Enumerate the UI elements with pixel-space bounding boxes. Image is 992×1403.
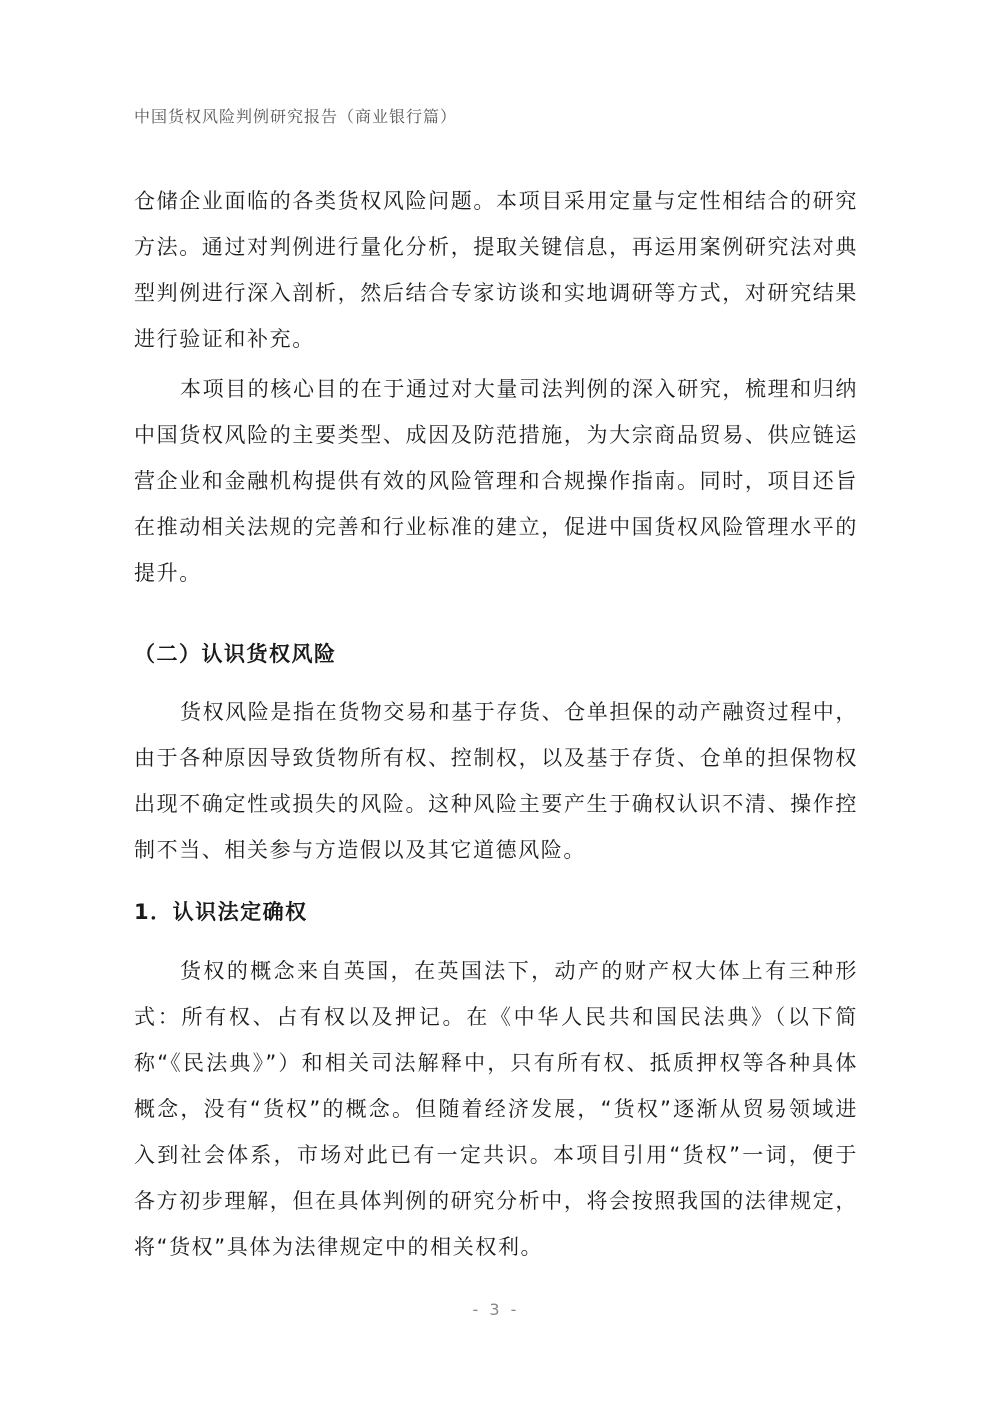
section-heading: （二）认识货权风险	[134, 642, 337, 666]
body-paragraph: 货权的概念来自英国，在英国法下，动产的财产权大体上有三种形式：所有权、占有权以及押记。在《中华人民共和国民法典》（以下简称“《民法典》”）和相关司法解释中，只有所有权、抵质押权等各种具体概念，没有“货权”的概念。但随着经济发展，“货权”逐渐从贸易领域进入到社会体系，市场对此已有一定共识。本项目引用“货权”一词，便于各方初步理解，但在具体判例的研究分析中，将会按照我国的法律规定，将“货权”具体为法律规定中的相关权利。	[134, 959, 858, 1259]
running-header: 中国货权风险判例研究报告（商业银行篇）	[134, 107, 458, 126]
subsection-heading: 1．认识法定确权	[134, 900, 308, 924]
page-number: - 3 -	[472, 1300, 520, 1319]
paragraph-block-1	[134, 178, 858, 362]
paragraph-block-2	[134, 366, 858, 596]
body-paragraph: 本项目的核心目的在于通过对大量司法判例的深入研究，梳理和归纳中国货权风险的主要类型、成因及防范措施，为大宗商品贸易、供应链运营企业和金融机构提供有效的风险管理和合规操作指南。同时，项目还旨在推动相关法规的完善和行业标准的建立，促进中国货权风险管理水平的提升。	[134, 377, 858, 585]
body-paragraph: 货权风险是指在货物交易和基于存货、仓单担保的动产融资过程中，由于各种原因导致货物所有权、控制权，以及基于存货、仓单的担保物权出现不确定性或损失的风险。这种风险主要产生于确权认识不清、操作控制不当、相关参与方造假以及其它道德风险。	[134, 700, 858, 862]
body-paragraph: 仓储企业面临的各类货权风险问题。本项目采用定量与定性相结合的研究方法。通过对判例进行量化分析，提取关键信息，再运用案例研究法对典型判例进行深入剖析，然后结合专家访谈和实地调研等方式，对研究结果进行验证和补充。	[134, 189, 858, 351]
paragraph-block-3	[134, 689, 858, 873]
paragraph-block-4	[134, 948, 858, 1270]
